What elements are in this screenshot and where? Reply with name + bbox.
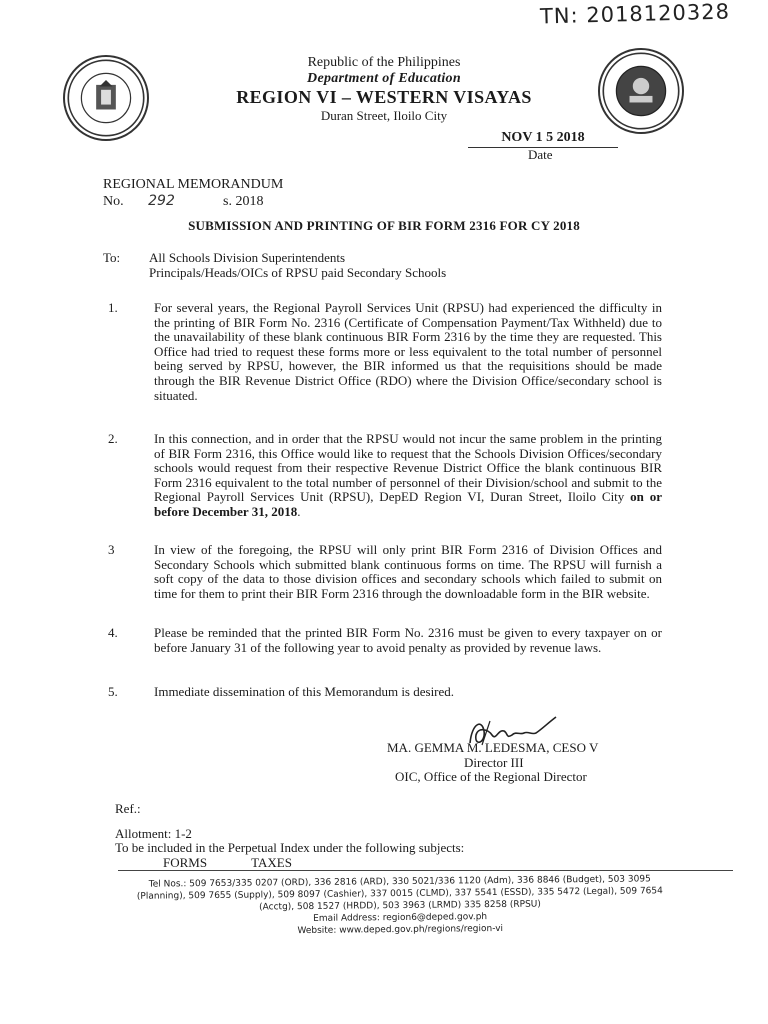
- memo-no-label: No.: [103, 194, 124, 209]
- contact-footer: [60, 872, 741, 939]
- index-subject: TAXES: [251, 855, 292, 870]
- republic-line: Republic of the Philippines: [307, 55, 461, 70]
- signatory-name: MA. GEMMA M. LEDESMA, CESO V: [387, 740, 599, 755]
- ref-label: Ref.:: [115, 801, 141, 816]
- paragraph-text: In this connection, and in order that the RPSU would not incur the same problem in the printing of BIR Form 2316, this Office would like to request that the Schools Division Offices/secondary schools would request from their respective Revenue District Office the blank continuous BIR Form 2316 equivalent to the total number of personnel of their Division/school and submit to the Regional Payroll Services Unit (RPSU), DepED Region VI, Duran Street, Iloilo City: [154, 431, 662, 505]
- perpetual-index-note: To be included in the Perpetual Index under the following subjects:: [115, 840, 465, 855]
- index-subject: FORMS: [163, 855, 208, 870]
- paragraph-number: 1.: [108, 300, 118, 315]
- index-subjects: [163, 855, 292, 871]
- addressee-line-1: All Schools Division Superintendents: [149, 250, 346, 265]
- signatory-position: Director III: [464, 755, 524, 770]
- tracking-number: TN: 2018120328: [539, 0, 731, 29]
- address-line: Duran Street, Iloilo City: [320, 108, 448, 123]
- allotment-block: [115, 827, 464, 855]
- paragraph-text: For several years, the Regional Payroll Services Unit (RPSU) had experienced the difficulty in the printing of BIR Form No. 2316 (Certificate of Compensation Payment/Tax Withheld) due to the unavailability of these blank continuous BIR Form 2316 by the time they are requested. This Office had tried to request these forms more or less equivalent to the total number of personnel being served by RPSU, however, the BIR informed us that the requisitions should be made through the BIR Revenue District Office (RDO) where the Division Office/secondary school is situated.: [154, 300, 662, 403]
- paragraph-number: 2.: [108, 431, 118, 446]
- paragraph-text: Immediate dissemination of this Memorandum is desired.: [154, 684, 455, 699]
- footer-website: Website: www.deped.gov.ph/regions/region-vi: [297, 923, 504, 937]
- date-label: Date: [528, 147, 553, 162]
- memo-number: 292: [148, 193, 175, 209]
- paragraph-text: In view of the foregoing, the RPSU will only print BIR Form 2316 of Division Offices and Secondary Schools which submitted blank continuous forms on time. The RPSU will furnish a soft copy of the data to those division offices and secondary schools which failed to submit on time for them to print their BIR Form 2316 through the downloadable form in the BIR website.: [154, 542, 662, 601]
- memo-series: s. 2018: [223, 194, 264, 209]
- paragraph-text: Please be reminded that the printed BIR Form No. 2316 must be given to every taxpayer on or before January 31 of the following year to avoid penalty as provided by revenue laws.: [154, 625, 662, 655]
- footer-tel-line-2: (Planning), 509 7655 (Supply), 509 8097 (Cashier), 337 0015 (CLMD), 337 5541 (ESSD), 335 5472 (Legal), 509 7654: [136, 886, 663, 902]
- letterhead: [0, 55, 768, 124]
- department-line: Department of Education: [307, 71, 461, 86]
- paragraph-number: 5.: [108, 684, 118, 699]
- paragraph-number: 4.: [108, 625, 118, 640]
- footer-email: Email Address: region6@deped.gov.ph: [313, 912, 488, 924]
- memo-header: [103, 177, 283, 210]
- addressee-line-2: Principals/Heads/OICs of RPSU paid Secondary Schools: [149, 265, 447, 280]
- deadline-text: on or before December 31, 2018: [154, 489, 663, 519]
- date-value: NOV 1 5 2018: [468, 130, 618, 148]
- footer-tel-line-1: Tel Nos.: 509 7653/335 0207 (ORD), 336 2816 (ARD), 330 5021/336 1120 (Adm), 336 8846 (Budget), 503 3095: [148, 874, 651, 890]
- paragraph-number: 3: [108, 542, 115, 557]
- footer-tel-line-3: (Acctg), 508 1527 (HRDD), 503 3963 (LRMD) 335 8258 (RPSU): [259, 899, 541, 913]
- to-label: To:: [103, 250, 121, 265]
- signatory-office: OIC, Office of the Regional Director: [395, 769, 587, 784]
- allotment: Allotment: 1-2: [115, 826, 192, 841]
- memo-type: REGIONAL MEMORANDUM: [103, 177, 284, 192]
- memo-subject: SUBMISSION AND PRINTING OF BIR FORM 2316 FOR CY 2018: [188, 218, 580, 233]
- footer-divider: [118, 870, 733, 871]
- region-line: REGION VI – WESTERN VISAYAS: [236, 87, 532, 107]
- signature-block: [0, 713, 768, 783]
